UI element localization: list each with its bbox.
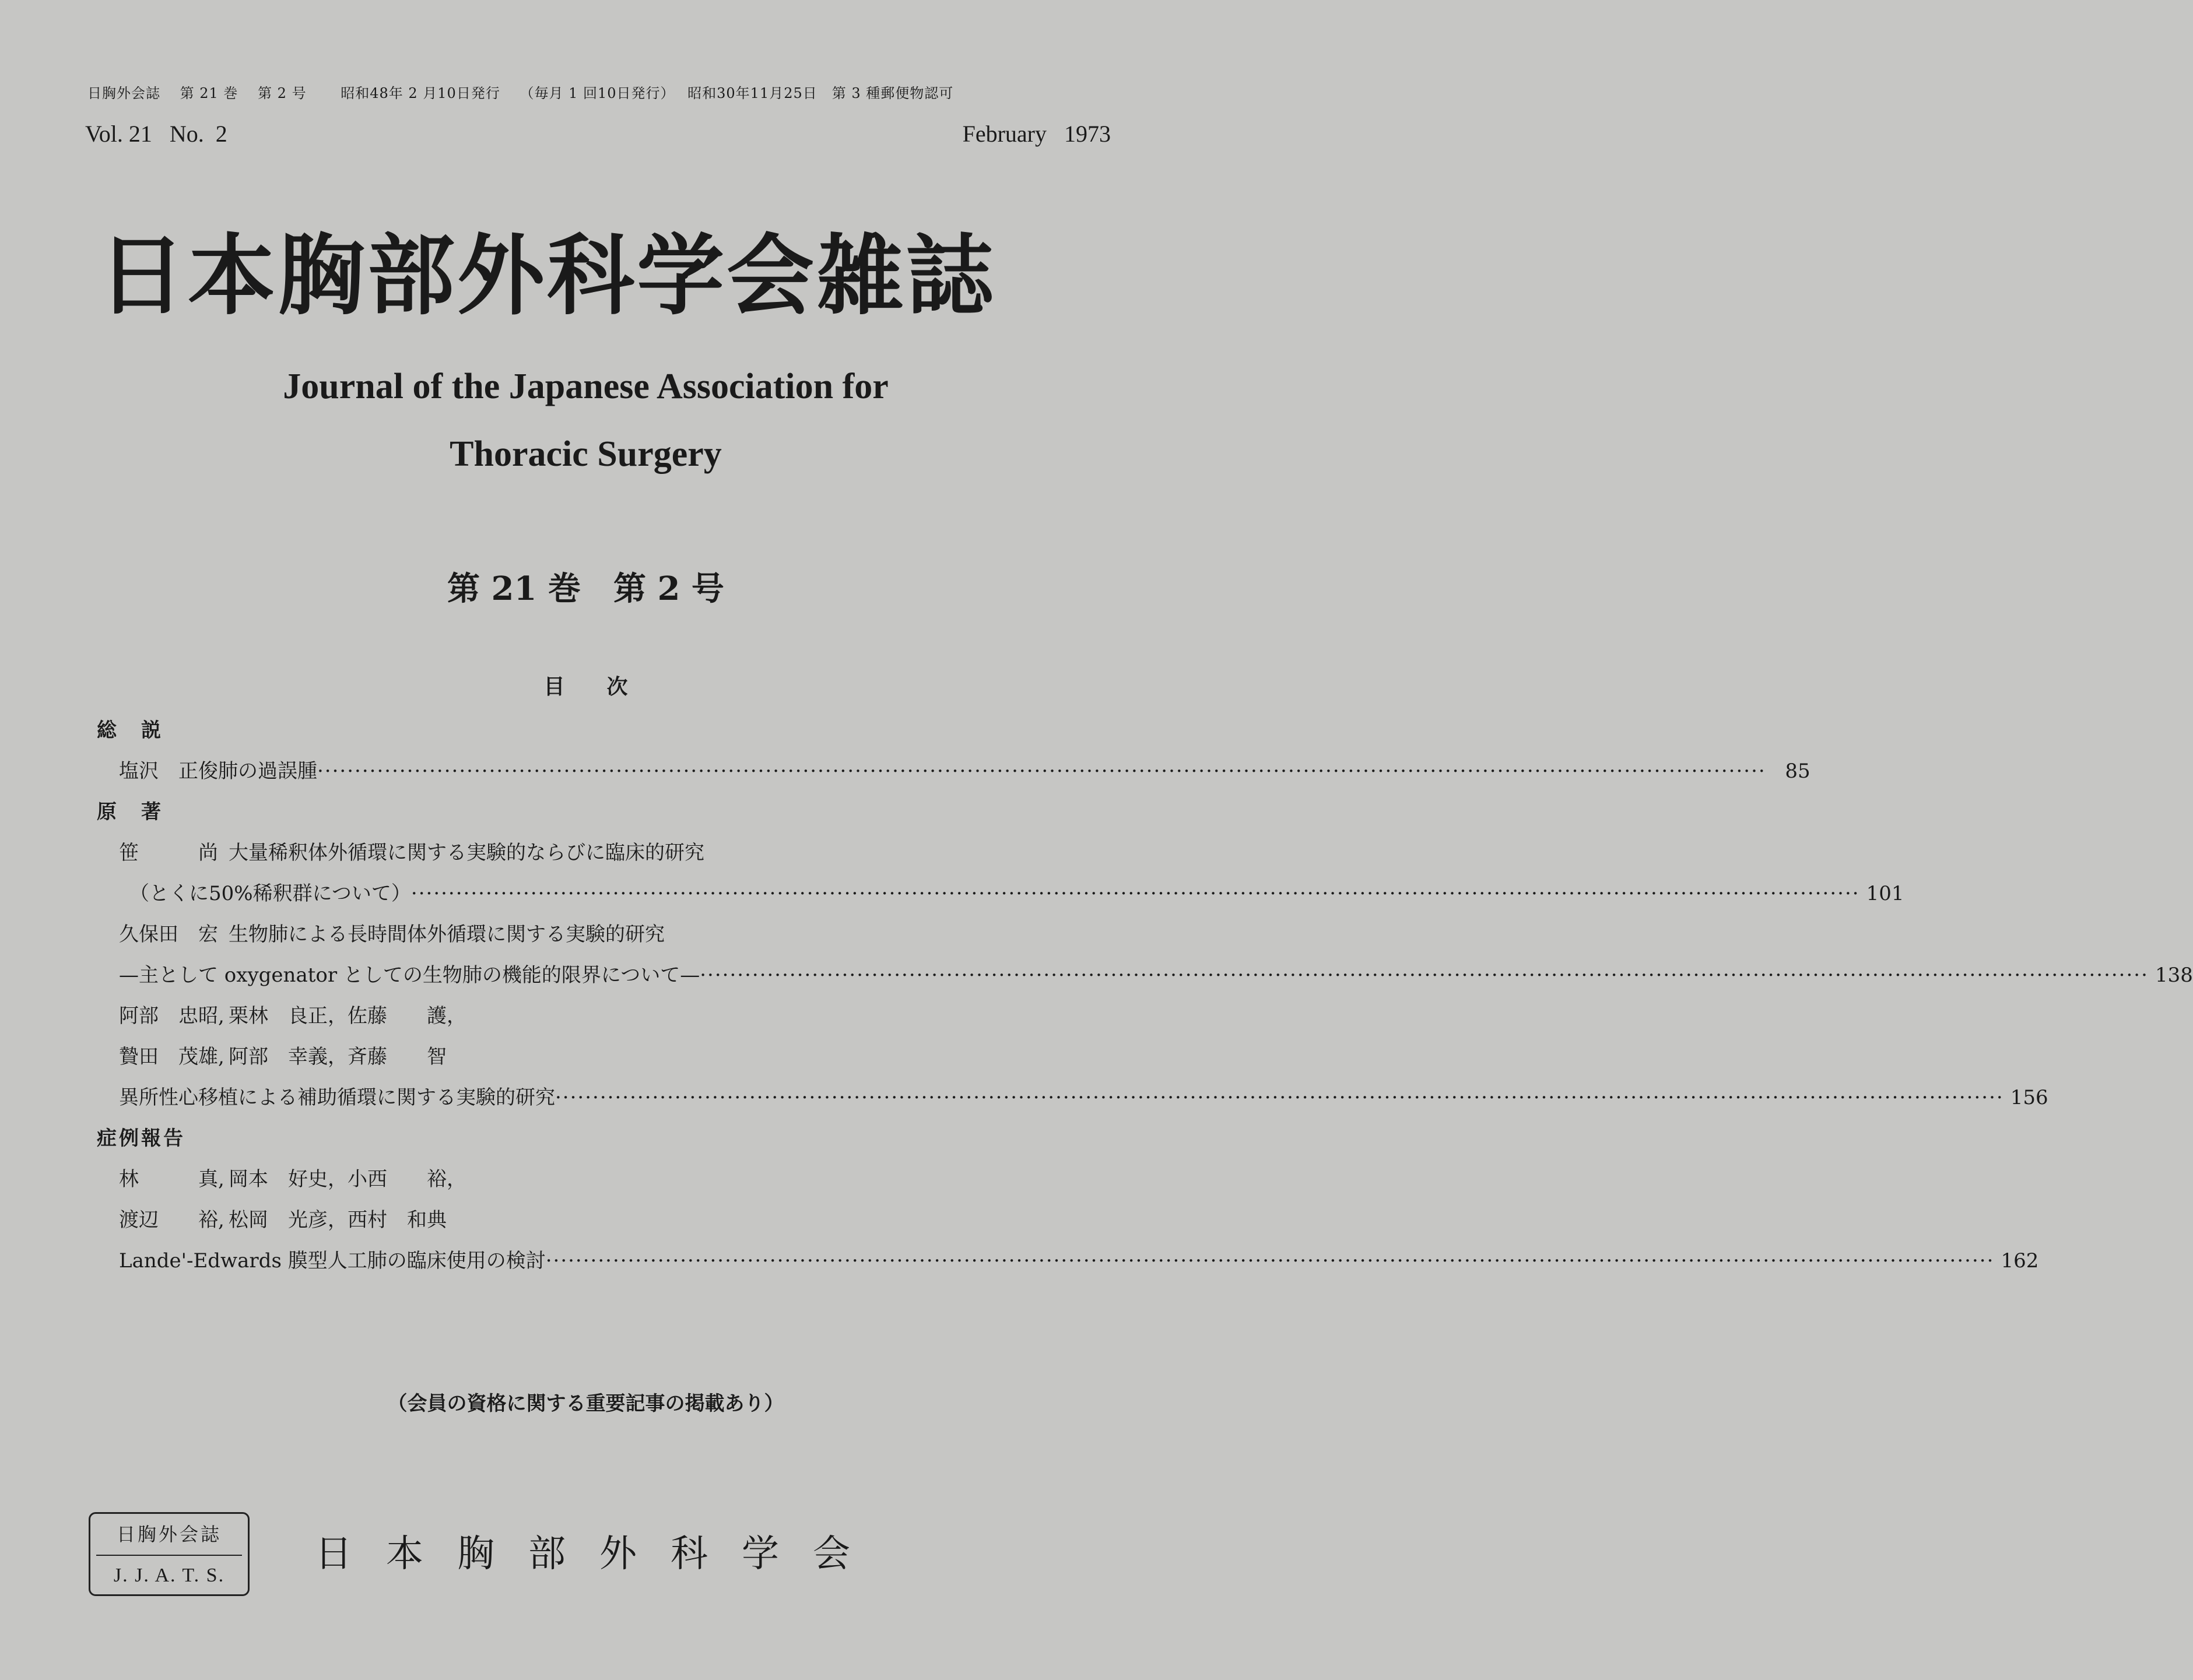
toc-page-number: 156 [2010, 1086, 2048, 1109]
toc-title: 異所性心移植による補助循環に関する実験的研究 [119, 1086, 555, 1109]
society-name: 日本胸部外科学会 [315, 1533, 884, 1576]
toc-author: 笹 尚 [119, 841, 218, 864]
dot-leader [317, 751, 1766, 792]
toc-title: 栗林 良正，佐藤 護， [229, 1004, 466, 1028]
journal-title-japanese: 日本胸部外科学会雑誌 [98, 226, 997, 327]
abbreviation-english: J. J. A. T. S. [113, 1565, 225, 1586]
volume-issue-japanese: 第 21 巻 第 2 号 [447, 570, 724, 608]
abbreviation-box [89, 1512, 250, 1596]
toc-page-number: 162 [2001, 1249, 2039, 1273]
toc-entry [97, 1077, 2048, 1118]
journal-title-english-line1: Journal of the Japanese Association for [283, 367, 889, 406]
toc-author [97, 873, 119, 914]
toc-author [97, 955, 119, 996]
issue-date: February 1973 [962, 121, 1111, 147]
dot-leader [555, 1077, 2004, 1118]
toc-section-heading: 症例報告 [97, 1127, 185, 1150]
toc-entry [97, 832, 1094, 873]
toc-entry [97, 955, 2193, 996]
toc-entry [97, 873, 1904, 914]
toc-title: 大量稀釈体外循環に関する実験的ならびに臨床的研究 [229, 841, 704, 864]
issue-info-line: 日胸外会誌 第 21 巻 第 2 号 昭和48年 2 月10日発行 （毎月 1 回10日発行） 昭和30年11月25日 第 3 種郵便物認可 [87, 85, 954, 101]
toc-title: Lande'-Edwards 膜型人工肺の臨床使用の検討 [119, 1249, 546, 1273]
toc-title: 岡本 好史，小西 裕， [229, 1168, 466, 1191]
toc-author: 久保田 宏 [119, 923, 218, 946]
toc-author [97, 1077, 119, 1118]
toc-title: 肺の過誤腫 [218, 760, 317, 783]
toc-section-heading: 総 説 [97, 719, 163, 742]
toc-entry [97, 914, 1094, 955]
toc-heading: 目 次 [543, 675, 628, 699]
toc-page-number: 101 [1866, 882, 1904, 905]
toc-title: —主として oxygenator としての生物肺の機能的限界について— [119, 964, 700, 987]
volume-number: Vol. 21 No. 2 [85, 121, 227, 147]
toc-title: （とくに50%稀釈群について） [129, 882, 411, 905]
toc-author: 阿部 忠昭, [119, 1004, 224, 1028]
toc-entry [97, 751, 1810, 792]
dot-leader [411, 873, 1860, 914]
table-of-contents [97, 710, 2193, 1281]
toc-entry [97, 1159, 1094, 1200]
toc-entry [97, 1240, 2039, 1281]
dot-leader [546, 1240, 1995, 1281]
toc-entry [97, 1036, 1094, 1077]
toc-title: 阿部 幸義，斉藤 智 [229, 1045, 447, 1069]
journal-title-english-line2: Thoracic Surgery [450, 434, 722, 474]
dot-leader [700, 955, 2149, 996]
toc-author: 贄田 茂雄, [119, 1045, 224, 1069]
toc-title: 松岡 光彦，西村 和典 [229, 1208, 447, 1232]
toc-entry [97, 1200, 1094, 1240]
membership-notice: （会員の資格に関する重要記事の掲載あり） [387, 1392, 784, 1415]
toc-title: 生物肺による長時間体外循環に関する実験的研究 [229, 923, 665, 946]
toc-entry [97, 996, 1094, 1036]
toc-author: 渡辺 裕, [119, 1208, 224, 1232]
toc-author: 塩沢 正俊 [119, 760, 218, 783]
abbreviation-japanese: 日胸外会誌 [96, 1514, 242, 1556]
toc-page-number: 85 [1785, 760, 1810, 783]
toc-page-number: 138 [2155, 964, 2193, 987]
toc-author [97, 1240, 119, 1281]
toc-author: 林 真, [119, 1168, 224, 1191]
toc-section-heading: 原 著 [97, 800, 163, 824]
